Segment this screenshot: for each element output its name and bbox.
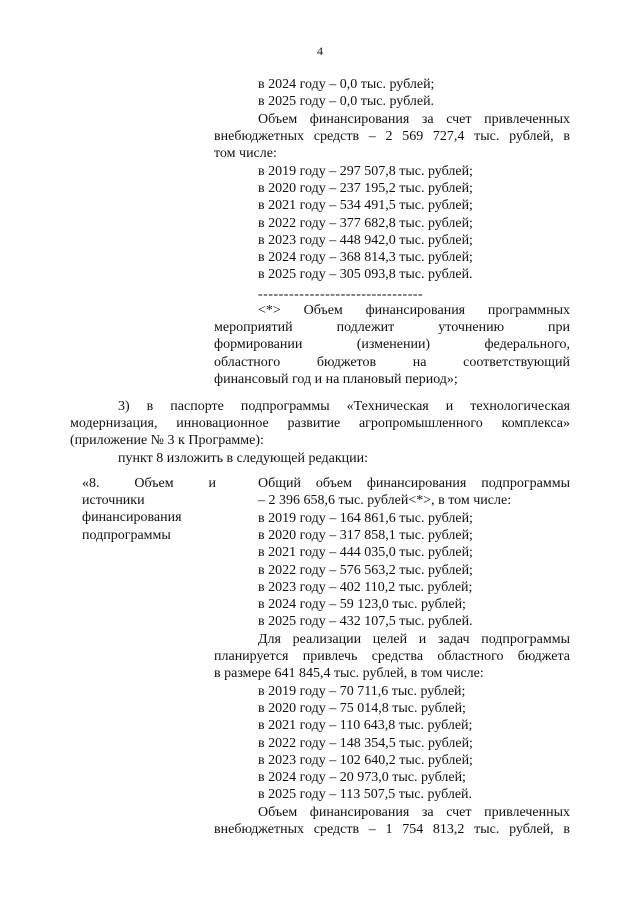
paragraph-line: модернизация, инновационное развитие агропромышленного комплекса»: [70, 416, 570, 432]
footnote-line: формировании (изменении) федерального,: [214, 337, 570, 353]
year-line: в 2019 году – 164 861,6 тыс. рублей;: [258, 511, 473, 526]
paragraph-line: в размере 641 845,4 тыс. рублей, в том числе:: [214, 666, 484, 682]
year-line: в 2025 году – 305 093,8 тыс. рублей.: [258, 267, 473, 283]
year-line: в 2022 году – 148 354,5 тыс. рублей;: [258, 735, 473, 751]
paragraph-line-indented: Общий объем финансирования подпрограммы: [258, 476, 570, 491]
footnote-separator: --------------------------------: [258, 287, 424, 302]
right-extra-intro: [214, 804, 570, 838]
year-line: в 2022 году – 576 563,2 тыс. рублей;: [258, 562, 473, 578]
year-line: в 2021 году – 534 491,5 тыс. рублей;: [258, 198, 473, 214]
label-conj: и: [208, 476, 216, 491]
year-line: в 2025 году – 113 507,5 тыс. рублей.: [258, 787, 473, 803]
label-word: Объем: [134, 476, 174, 491]
right-regional-years: [258, 683, 578, 803]
year-line: в 2020 году – 75 014,8 тыс. рублей;: [258, 701, 466, 717]
label-line: финансирования: [82, 510, 182, 526]
paragraph-line-indented: Объем финансирования за счет привлеченных: [258, 112, 570, 127]
label-line: источники: [82, 493, 145, 509]
year-line: в 2024 году – 20 973,0 тыс. рублей;: [258, 769, 466, 785]
year-line: в 2020 году – 317 858,1 тыс. рублей;: [258, 528, 473, 544]
year-line: в 2019 году – 297 507,8 тыс. рублей;: [258, 164, 473, 179]
paragraph-line: том числе:: [214, 146, 277, 162]
page-number: 4: [317, 44, 323, 58]
year-line: в 2021 году – 444 035,0 тыс. рублей;: [258, 545, 473, 561]
footnote: [214, 302, 570, 388]
paragraph-line: – 2 396 658,6 тыс. рублей<*>, в том числе:: [258, 493, 512, 509]
year-line: в 2021 году – 110 643,8 тыс. рублей;: [258, 718, 473, 734]
paragraph-line: внебюджетных средств – 1 754 813,2 тыс. рублей, в: [214, 822, 570, 838]
right-regional-intro: [214, 631, 570, 683]
top-extra-years: [258, 163, 578, 283]
year-line: в 2023 году – 402 110,2 тыс. рублей;: [258, 579, 473, 595]
point8-instruction: пункт 8 изложить в следующей редакции:: [118, 451, 368, 466]
year-line: в 2025 году – 432 107,5 тыс. рублей.: [258, 614, 473, 630]
paragraph-line: внебюджетных средств – 2 569 727,4 тыс. рублей, в: [214, 129, 570, 145]
year-line: в 2024 году – 0,0 тыс. рублей;: [258, 77, 435, 92]
year-line: в 2023 году – 102 640,2 тыс. рублей;: [258, 752, 473, 768]
paragraph-line: планируется привлечь средства областного бюджета: [214, 649, 570, 665]
right-total-years: [258, 510, 578, 630]
item3-paragraph: [70, 398, 570, 450]
year-line: в 2024 году – 368 814,3 тыс. рублей;: [258, 249, 473, 265]
footnote-line: мероприятий подлежит уточнению при: [214, 320, 570, 336]
footnote-line-indented: <*> Объем финансирования программных: [258, 303, 570, 318]
footnote-line: финансовый год и на плановый период»;: [214, 371, 458, 387]
top-year-lines: [258, 76, 578, 110]
right-total-intro: [214, 475, 570, 509]
label-number: «8.: [82, 476, 100, 491]
year-line: в 2019 году – 70 711,6 тыс. рублей;: [258, 684, 466, 699]
paragraph-line-indented: 3) в паспорте подпрограммы «Техническая и технологическая: [118, 399, 570, 414]
label-line: подпрограммы: [82, 527, 171, 543]
footnote-line: областного бюджетов на соответствующий: [214, 354, 570, 370]
year-line: в 2022 году – 377 682,8 тыс. рублей;: [258, 215, 473, 231]
label-line: [82, 475, 216, 492]
paragraph-line-indented: Объем финансирования за счет привлеченных: [258, 805, 570, 820]
year-line: в 2025 году – 0,0 тыс. рублей.: [258, 94, 435, 110]
paragraph-line: (приложение № 3 к Программе):: [70, 433, 264, 449]
paragraph-line-indented: Для реализации целей и задач подпрограммы: [258, 632, 570, 647]
year-line: в 2024 году – 59 123,0 тыс. рублей;: [258, 596, 466, 612]
year-line: в 2023 году – 448 942,0 тыс. рублей;: [258, 232, 473, 248]
top-extra-intro: [214, 111, 570, 163]
left-label: [82, 475, 216, 544]
year-line: в 2020 году – 237 195,2 тыс. рублей;: [258, 181, 473, 197]
